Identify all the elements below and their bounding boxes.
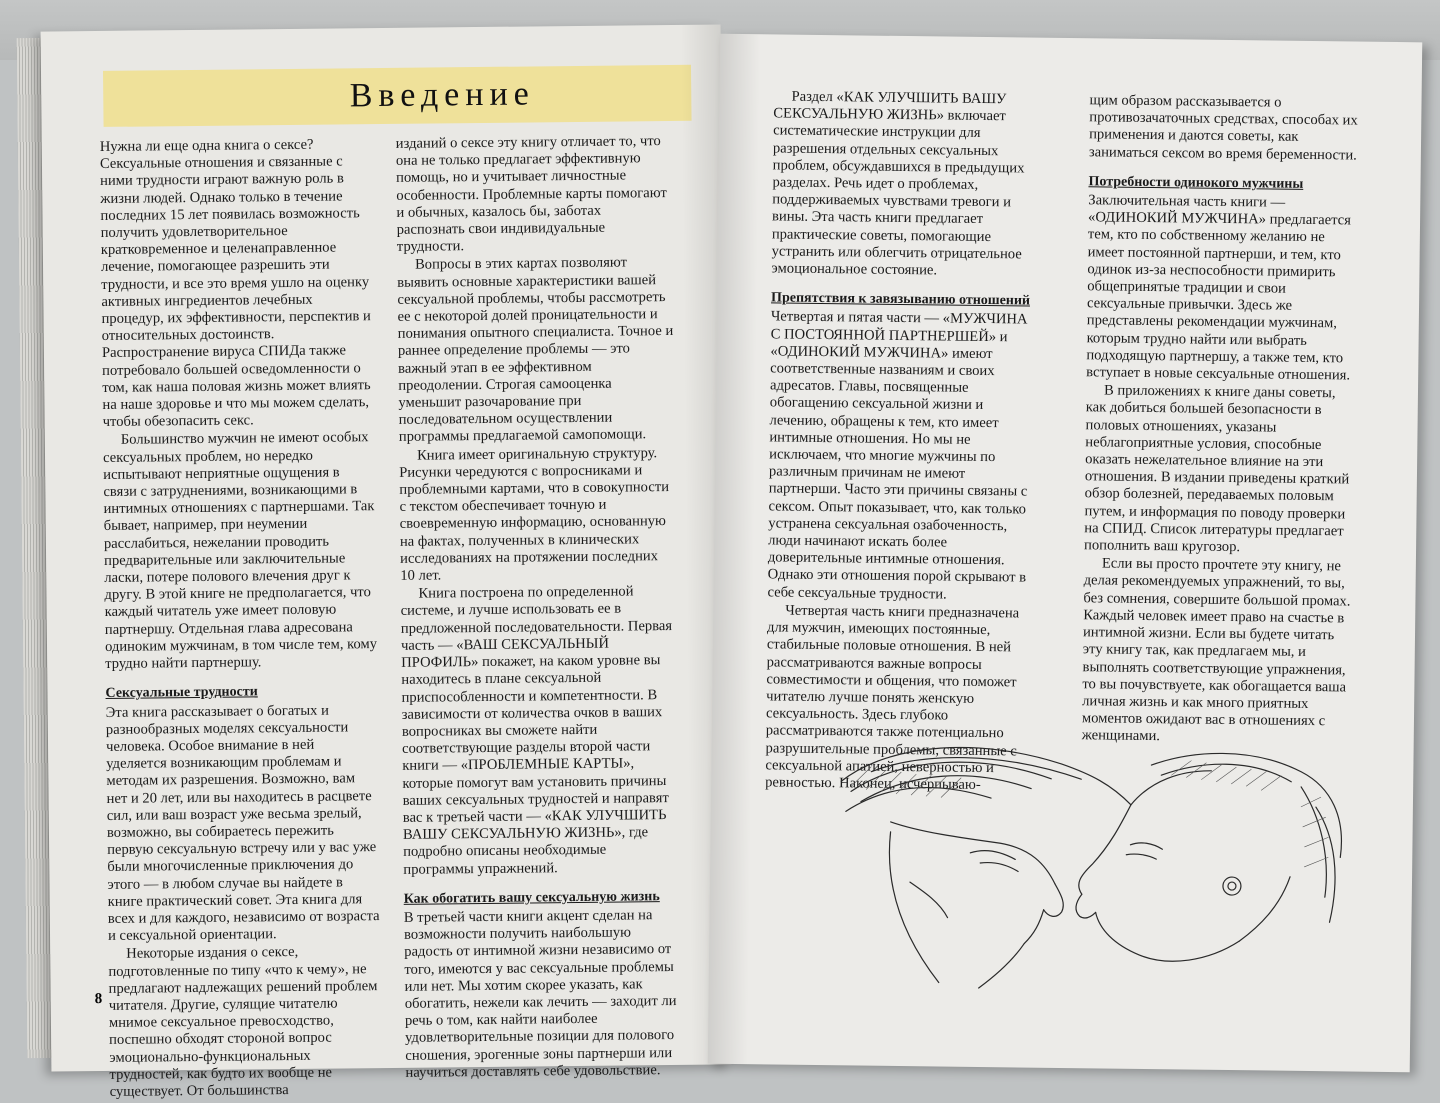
paragraph: Четвертая и пятая части — «МУЖЧИНА С ПОСТОЯННОЙ ПАРТНЕРШЕЙ» и «ОДИНОКИЙ МУЖЧИНА» имеют соответственные названиям и своих адресатов. Главы, посвященные обогащению сексуальной жизни и лечению, обращены к тем, кто имеет интимные отношения. Но мы не исключаем, что многие мужчины по различным причинам не имеют партнерши. Часто эти причины связаны с сексом. Опыт показывает, что, как только устранена сексуальная озабоченность, люди начинают искать более доверительные интимные отношения. Однако эти отношения порой скрывают в себе сексуальные трудности. bbox=[767, 308, 1028, 603]
left-page bbox=[41, 24, 732, 1100]
paragraph: Книга построена по определенной системе, и лучше использовать ее в предложенной последовательности. Первая часть — «ВАШ СЕКСУАЛЬНЫЙ ПРОФИЛЬ» покажет, на каком уровне вы находитесь в плане сексуальной приспособленности и компетентности. В зависимости от количества очков в ваших вопросниках вы сможете найти соответствующие разделы второй части книги — «ПРОБЛЕМНЫЕ КАРТЫ», которые помогут вам установить причины ваших сексуальных трудностей и направят вас к третьей части — «КАК УЛУЧШИТЬ ВАШУ СЕКСУАЛЬНУЮ ЖИЗНЬ», где подробно описаны необходимые программы упражнений. bbox=[400, 583, 673, 878]
right-column-2 bbox=[1082, 92, 1362, 749]
paragraph: Книга имеет оригинальную структуру. Рисунки чередуются с вопросниками и проблемными картами, что в совокупности с текстом обеспечивает точную и своевременную информацию, основанную на фактах, полученных в клинических исследованиях на протяжении последних 10 лет. bbox=[399, 444, 670, 584]
paragraph: В приложениях к книге даны советы, как добиться большей безопасности в половых отношениях, указаны неблагоприятные условия, способные оказать нежелательное влияние на эти отношения. В издании приведены краткий обзор болезней, передаваемых половым путем, и информация по поводу проверки на СПИД. Список литературы предлагает пополнить ваш кругозор. bbox=[1083, 382, 1350, 556]
paragraph: Большинство мужчин не имеют особых сексуальных проблем, но нередко испытывают неприятные ощущения в связи с затруднениями, возникающими в интимных отношениях с партнершами. Так бывает, например, при неумении расслабиться, нежелании проводить предварительные или заключительные ласки, потере полового влечения друг к другу. В этой книге не предполагается, что каждый читатель уже имеет половую партнершу. Отдельная глава адресована одиноким мужчинам, в том числе тем, кому трудно найти партнершу. bbox=[102, 429, 378, 673]
paragraph: Четвертая часть книги предназначена для мужчин, имеющих постоянные, стабильные половые отношения. В ней рассматриваются важные вопросы совместимости и общения, что поможет читателю лучше понять женскую сексуальность. Здесь глубоко рассматриваются также потенциально разрушительные проблемы, связанные с сексуальной апатией, неверностью и ревностью. Наконец, исчерпываю- bbox=[765, 602, 1020, 793]
paragraph: Вопросы в этих картах позволяют выявить основные характеристики вашей сексуальной проблемы, чтобы рассмотреть ее с некоторой долей проницательности и понимания опытного специалиста. Точное и раннее определение проблемы — это важный этап в ее эффективном преодолении. Строгая самооценка уменьшит разочарование при последовательном осуществлении программы предлагаемой самопомощи. bbox=[397, 254, 674, 446]
couple-sketch-illustration bbox=[829, 741, 1352, 1007]
paragraph: Раздел «КАК УЛУЧШИТЬ ВАШУ СЕКСУАЛЬНУЮ ЖИЗНЬ» включает систематические инструкции для разрешения отдельных сексуальных проблем, обсуждавшихся в предыдущих разделах. Речь идет о проблемах, поддерживаемых чувствами тревоги и вины. Эта часть книги предлагает практические советы, помогающие устранить или облегчить отрицательное эмоциональное состояние. bbox=[771, 88, 1025, 279]
paragraph: В третьей части книги акцент сделан на возможности получить наибольшую радость от интимной жизни независимо от того, имеются у вас сексуальные проблемы или нет. Мы хотим скорее указать, как обогатить, нежели как лечить — заходит ли речь о том, как найти наиболее удовлетворительные позиции для полового сношения, эрогенные зоны партнерши или научиться доставлять себе удовольствие. bbox=[403, 907, 677, 1081]
paragraph: Некоторые издания о сексе, подготовленные по типу «что к чему», не предлагают надлежащих решений проблем читателя. Другие, сулящие читателю мнимое сексуальное превосходство, поспешно обходят стороной вопрос эмоционально-функциональных трудностей, как будто их вообще не существует. От большинства bbox=[108, 944, 378, 1100]
section-heading: Потребности одинокого мужчины bbox=[1088, 174, 1304, 192]
paragraph: Нужна ли еще одна книга о сексе? Сексуальные отношения и связанные с ними трудности играют важную роль в жизни людей. Однако только в течение последних 15 лет появилась возможность получить удовлетворительное кратковременное и целенаправленное лечение, помогающее разрешить эти трудности, и все это время ушло на оценку активных ингредиентов лечебных процедур, их эффективности, перспектив и относительных достоинств. Распространение вируса СПИДа также потребовало большей осведомленности о том, как наша половая жизнь может влиять на наше здоровье и что мы можем сделать, чтобы обезопасить секс. bbox=[99, 136, 371, 431]
left-column-1 bbox=[100, 136, 382, 1102]
page-number: 8 bbox=[94, 990, 103, 1008]
paragraph: щим образом рассказывается о противозачаточных средствах, способах их применения и даются советы, как заниматься сексом во время беременности. bbox=[1088, 92, 1358, 164]
paragraph: изданий о сексе эту книгу отличает то, что она не только предлагает эффективную помощь, но и учитывает личностные особенности. Проблемные карты помогают и обычных, казалось бы, заботах распознать свои индивидуальные трудности. bbox=[395, 133, 667, 256]
section-heading: Сексуальные трудности bbox=[105, 684, 258, 702]
section-heading: Препятствия к завязыванию отношений bbox=[771, 290, 1031, 309]
section-heading: Как обогатить вашу сексуальную жизнь bbox=[403, 888, 660, 907]
paragraph: Если вы просто прочтете эту книгу, не делая рекомендуемых упражнений, то вы, без сомнения, совершите большой промах. Каждый человек имеет право на счастье в интимной жизни. Если вы будете читать эту книгу так, как предлагаем мы, и выполнять соответствующие упражнения, то вы почувствуете, как обогащается ваша личная жизнь и как много приятных моментов ожидают вас в отношениях с женщинами. bbox=[1081, 555, 1351, 745]
title-band bbox=[103, 65, 692, 127]
left-column-2 bbox=[396, 133, 682, 1083]
right-page bbox=[708, 34, 1423, 1072]
right-column-1 bbox=[765, 88, 1044, 795]
paragraph: Заключительная часть книги — «ОДИНОКИЙ МУЖЧИНА» предлагается тем, кто по собственному желанию не имеет постоянной партнерши, и тем, кто одинок из-за неспособности примирить общепринятые традиции и свои сексуальные привычки. Здесь же представлены рекомендации мужчинам, которым трудно найти или выбрать подходящую партнершу, а также тем, кто вступает в новые сексуальные отношения. bbox=[1086, 192, 1352, 384]
page-title: Введение bbox=[349, 75, 535, 115]
paragraph: Эта книга рассказывает о богатых и разнообразных моделях сексуальности человека. Особое внимание в ней уделяется возникающим проблемам и методам их разрешения. Возможно, вам нет и 20 лет, или вы находитесь в расцвете сил, или ваш возраст уже весьма зрелый, возможно, вы собираетесь пережить первую сексуальную встречу или у вас уже были многочисленные приключения до этого — в любом случае вы найдете в книге практический совет. Эта книга для всех и для каждого, независимо от возраста и сексуальной ориентации. bbox=[105, 702, 380, 945]
